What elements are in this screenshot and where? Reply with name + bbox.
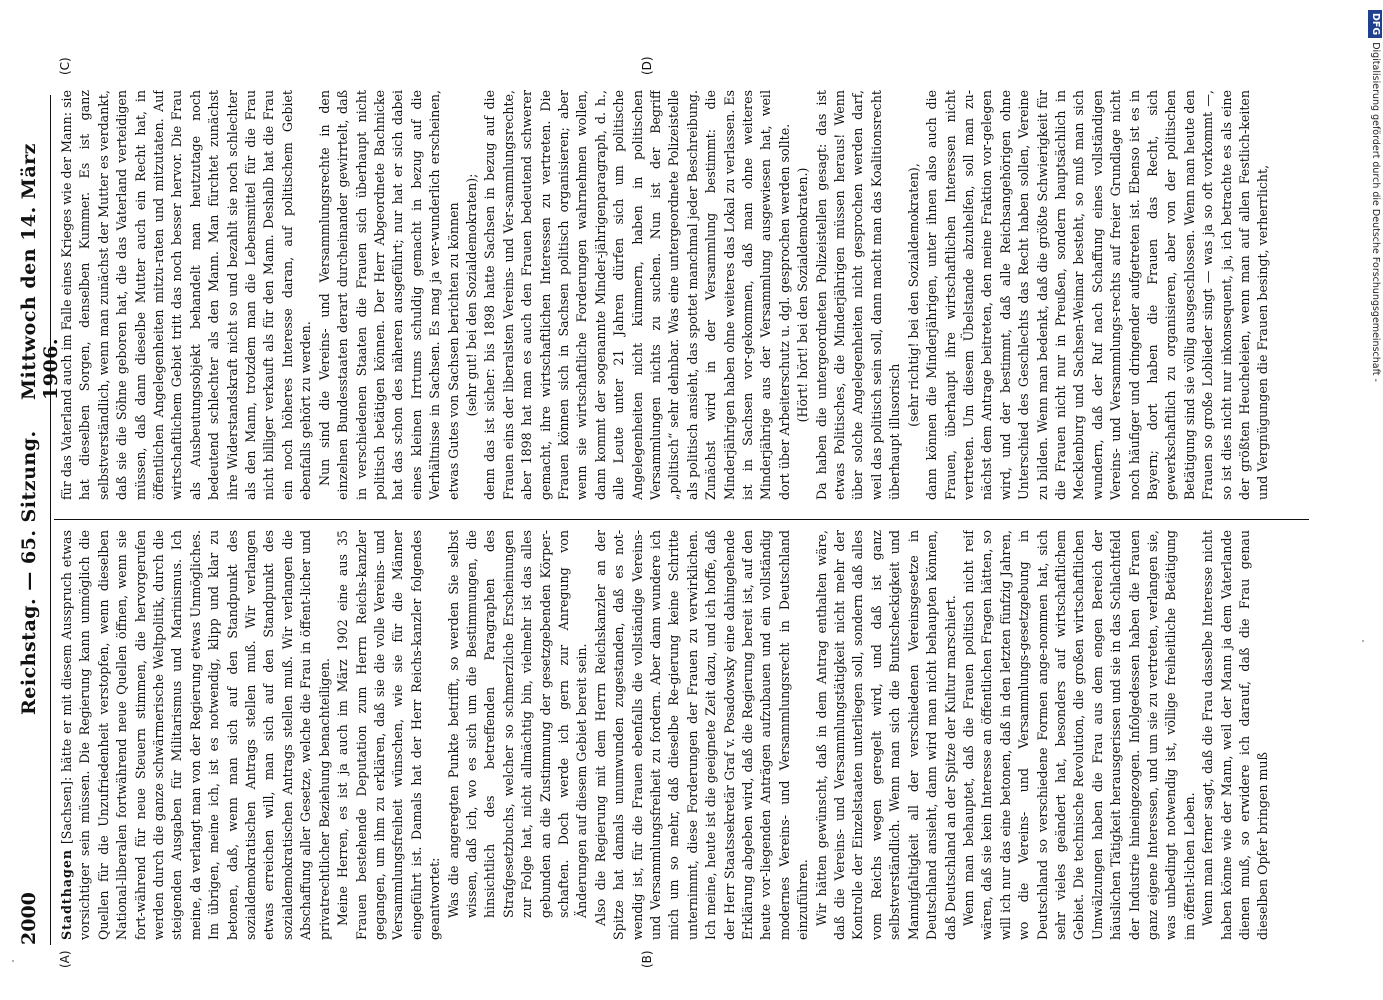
scan-speck [12, 960, 14, 962]
quotation: Was die angeregten Punkte betrifft, so werden Sie selbst wissen, daß ich, wo es sich um die Bestimmungen, die hinsichtlich des betreffenden Paragraphen des Strafgesetzbuchs, welcher so schmerzliche Erscheinungen zur Folge hat, nicht allmächtig bin, vielmehr ist das alles gebunden an die Zustimmung der gesetzgebenden Körper-schaften. Doch werde ich gern zur Anregung von Änderungen auf diesem Gebiet bereit sein. [445, 530, 590, 918]
paragraph: Da haben die untergeordneten Polizeistellen gesagt: das ist etwas Politisches, die Minderjährigen müssen heraus! Wenn über solche Angelegenheiten nicht gesprochen werden darf, weil das politisch sein soll, dann macht man das Koalitionsrecht überhaupt illusorisch [813, 90, 903, 500]
left-column [58, 530, 1308, 940]
paragraph: Also die Regierung mit dem Herrn Reichskanzler an der Spitze hat damals unumwunden zugestanden, daß es not-wendig ist, für die Frauen ebenfalls die vollständige Vereins- und Versammlungsfreiheit zu fordern. Aber dann wundere ich mich um so mehr, daß dieselbe Re-gierung keine Schritte unternimmt, diese Forderungen der Frauen zu verwirklichen. Ich meine, heute ist die geeignete Zeit dazu, und ich hoffe, daß der Herr Staatssekretär Graf v. Posadowsky eine dahingehende Erklärung abgeben wird, daß die Regierung bereit ist, auf den heute vor-liegenden Anträgen aufzubauen und ein vollständig modernes Vereins- und Versammlungsrecht in Deutschland einzuführen. [592, 530, 811, 940]
right-column [58, 90, 1308, 500]
column-divider [54, 519, 1309, 520]
session-title: Reichstag. — 65. Sitzung. [18, 430, 40, 715]
paragraph: Wenn man behauptet, daß die Frauen politisch nicht reif wären, daß sie kein Interesse an öffentlichen Fragen hätten, so will ich nur das eine betonen, daß in den letzten fünfzig Jahren, wo die Vereins- und Versammlungs-gesetzgebung in Deutschland so verschiedene Formen ange-nommen hat, sich sehr vieles geändert hat, besonders auf wirtschaftlichem Gebiet. Die technische Revolution, die großen wirtschaftlichen Umwälzungen haben die Frau aus dem engen Bereich der häuslichen Tätigkeit herausgerissen und sie in das Schlachtfeld der Industrie hineingezogen. Infolgedessen haben die Frauen ganz eigene Interessen, und um sie zu vertreten, verlangen sie, was unbedingt notwendig ist, völlige freiheitliche Betätigung im öffent-lichen Leben. [960, 530, 1197, 940]
scan-speck [1362, 640, 1364, 642]
digitization-credit [1368, 10, 1382, 995]
paragraph: Nun sind die Vereins- und Versammlungsrechte in den einzelnen Bundesstaaten derart durcheinander gewirrtelt, daß in verschiedenen Staaten die Frauen sich überhaupt nicht politisch betätigen können. Der Herr Abgeordnete Bachnicke hat das schon des näheren ausgeführt; nur hat er sich dabei eines kleinen Irrtums schuldig gemacht in bezug auf die Verhältnisse in Sachsen. Es mag ja ver-wunderlich erscheinen, etwas Gutes von Sachsen berichten zu können [316, 90, 461, 500]
margin-marker-c: (C) [58, 57, 72, 75]
page-header [18, 95, 62, 945]
page-number: 2000 [18, 892, 40, 945]
interjection: (sehr gut! bei den Sozialdemokraten); [463, 173, 479, 417]
interjection: (sehr richtig! bei den Sozialdemokraten), [905, 163, 921, 427]
paragraph: hätte er mit diesem Ausspruch etwas vorsichtiger sein müssen. Die Regierung kann unmöglich die Quellen für die Unzufriedenheit verstopfen, wenn dieselben National-liberalen fortwährend neue Quellen öffnen, wenn sie fort-während für neue Steuern stimmen, die hervorgerufen werden durch die ganze schwärmerische Weltpolitik, durch die steigenden Ausgaben für Militarismus und Marinismus. Ich meine, da verlangt man von der Regierung etwas Unmögliches. Im übrigen, meine ich, ist es notwendig, klipp und klar zu betonen, daß, wenn man sich auf den Standpunkt des sozialdemokratischen Antrags stellen muß. Wir verlangen etwas erreichen will, man sich auf den Standpunkt des sozialdemokratischen Antrags stellen muß. Wir verlangen die Abschaffung aller Gesetze, welche die Frau in öffent-licher und privatrechtlicher Beziehung benachteiligen. [59, 530, 332, 940]
paragraph: für das Vaterland auch im Falle eines Krieges wie der Mann: sie hat dieselben Sorgen, denselben Kummer. Es ist ganz selbstverständlich, wenn man zunächst der Mutter es verdankt, daß sie die Söhne geboren hat, die das Vaterland verteidigen müssen, daß dann dieselbe Mutter auch ein Recht hat, in öffentlichen Angelegenheiten mitzu-raten und mitzutaten. Auf wirtschaftlichem Gebiet tritt das noch besser hervor. Die Frau als Ausbeutungsobjekt behandelt man heutzutage noch bedeutend schlechter als den Mann. Man fürchtet zunächst ihre Widerstandskraft nicht so und bezahlt sie noch schlechter als den Mann, trotzdem man die Lebensmittel für die Frau nicht billiger verkauft als für den Mann. Deshalb hat die Frau ein noch höheres Interesse daran, auf politischem Gebiet ebenfalls gehört zu werden. [59, 90, 314, 500]
speaker-name: Stadthagen [59, 849, 74, 940]
interjection: (Hört! hört! bei den Sozialdemokraten.) [795, 167, 811, 423]
margin-marker-d: (D) [640, 56, 654, 75]
margin-marker-a: (A) [58, 950, 72, 968]
paragraph: Meine Herren, es ist ja auch im März 1902 eine aus 35 Frauen bestehende Deputation zum Herrn Reichs-kanzler gegangen, um ihm zu erklären, daß sie die volle Vereins- und Versammlungsfreiheit wünschen, wie sie für die Männer eingeführt ist. Damals hat der Herr Reichs-kanzler folgendes geantwortet: [335, 530, 443, 940]
paragraph: denn das ist sicher: bis 1898 hatte Sachsen in bezug auf die Frauen eins der liberalsten Vereins- und Ver-sammlungsrechte, aber 1898 hat man es auch den Frauen bedeutend schwerer gemacht, ihre wirtschaftlichen Interessen zu vertreten. Die Frauen können sich in Sachsen politisch organisieren; aber wenn sie wirtschaftliche Forderungen wahrnehmen wollen, dann kommt der sogenannte Minder-jährigenparagraph, d. h., alle Leute unter 21 Jahren dürfen sich um politische Angelegenheiten nicht kümmern, haben in politischen Versammlungen nichts zu suchen. Nun ist der Begriff „politisch“ sehr dehnbar. Was eine untergeordnete Polizeistelle als politisch ansieht, das spottet manchmal jeder Beschreibung. Zunächst wird in der Versammlung bestimmt: die Minderjährigen haben ohne weiteres das Lokal zu verlassen. Es ist in Sachsen vor-gekommen, daß man ohne weiteres Minderjährige aus der Versammlung ausgewiesen hat, weil dort über Arbeiterschutz u. dgl. gesprochen werden sollte. [482, 90, 792, 500]
paragraph: Wenn man ferner sagt, daß die Frau dasselbe Interesse nicht haben könne wie der Mann, weil der Mann ja dem Vaterlande dienen muß, so erwidere ich darauf, daß die Frau genau dieselben Opfer bringen muß [1200, 530, 1271, 940]
header-rule [50, 95, 51, 945]
dfg-logo: DFG [1368, 10, 1382, 38]
session-date: Mittwoch den 14. März 1906. [18, 143, 62, 400]
paragraph: Wir hätten gewünscht, daß in dem Antrag enthalten wäre, daß die Vereins- und Versammlungstätigkeit nicht mehr der Kontrolle der Einzelstaaten unterliegen soll, sondern daß alles vom Reichs wegen geregelt wird, und daß ist ganz selbstverständlich. Wenn man sich die Buntscheckigkeit und Mannigfaltigkeit all der verschiedenen Vereinsgesetze in Deutschland ansieht, dann wird man nicht behaupten können, daß Deutschland an der Spitze der Kultur marschiert. [813, 530, 958, 940]
margin-marker-b: (B) [640, 950, 654, 968]
speaker-line [58, 530, 334, 940]
speaker-note: [Sachsen]: [59, 776, 74, 845]
paragraph: dann können die Minderjährigen, unter ihnen also auch die Frauen, überhaupt ihre wirtschaftlichen Interessen nicht vertreten. Um diesem Übelstande abzuhelfen, soll man zu-nächst dem Antrage beitreten, den meine Fraktion vor-gelegen wird, und der bestimmt, daß alle Reichsangehörigen ohne Unterschied des Geschlechts das Recht haben sollen, Vereine zu bilden. Wenn man bedenkt, daß die größte Schwierigkeit für die Frauen nicht nur in Preußen, sondern hauptsächlich in Mecklenburg und Sachsen-Weimar besteht, so muß man sich wundern, daß der Ruf nach Schaffung eines vollständigen Vereins- und Versammlungs-rechts auf freier Grundlage nicht noch häufiger und dringender aufgetreten ist. Ebenso ist es in Bayern; dort haben die Frauen das Recht, sich gewerkschaftlich zu organisieren, aber von der politischen Betätigung sind sie völlig ausgeschlossen. Wenn man heute den Frauen so große Loblieder singt — was ja so oft vorkommt —, so ist dies nicht nur inkonsequent, ja, ich betrachte es als eine der größten Heucheleien, wenn man auf allen Festlich-keiten und Vergnügungen die Frauen besingt, verherrlicht, [924, 90, 1271, 500]
digitization-note: Digitalisierung gefördert durch die Deutsche Forschungsgemeinschaft - [1370, 42, 1381, 382]
